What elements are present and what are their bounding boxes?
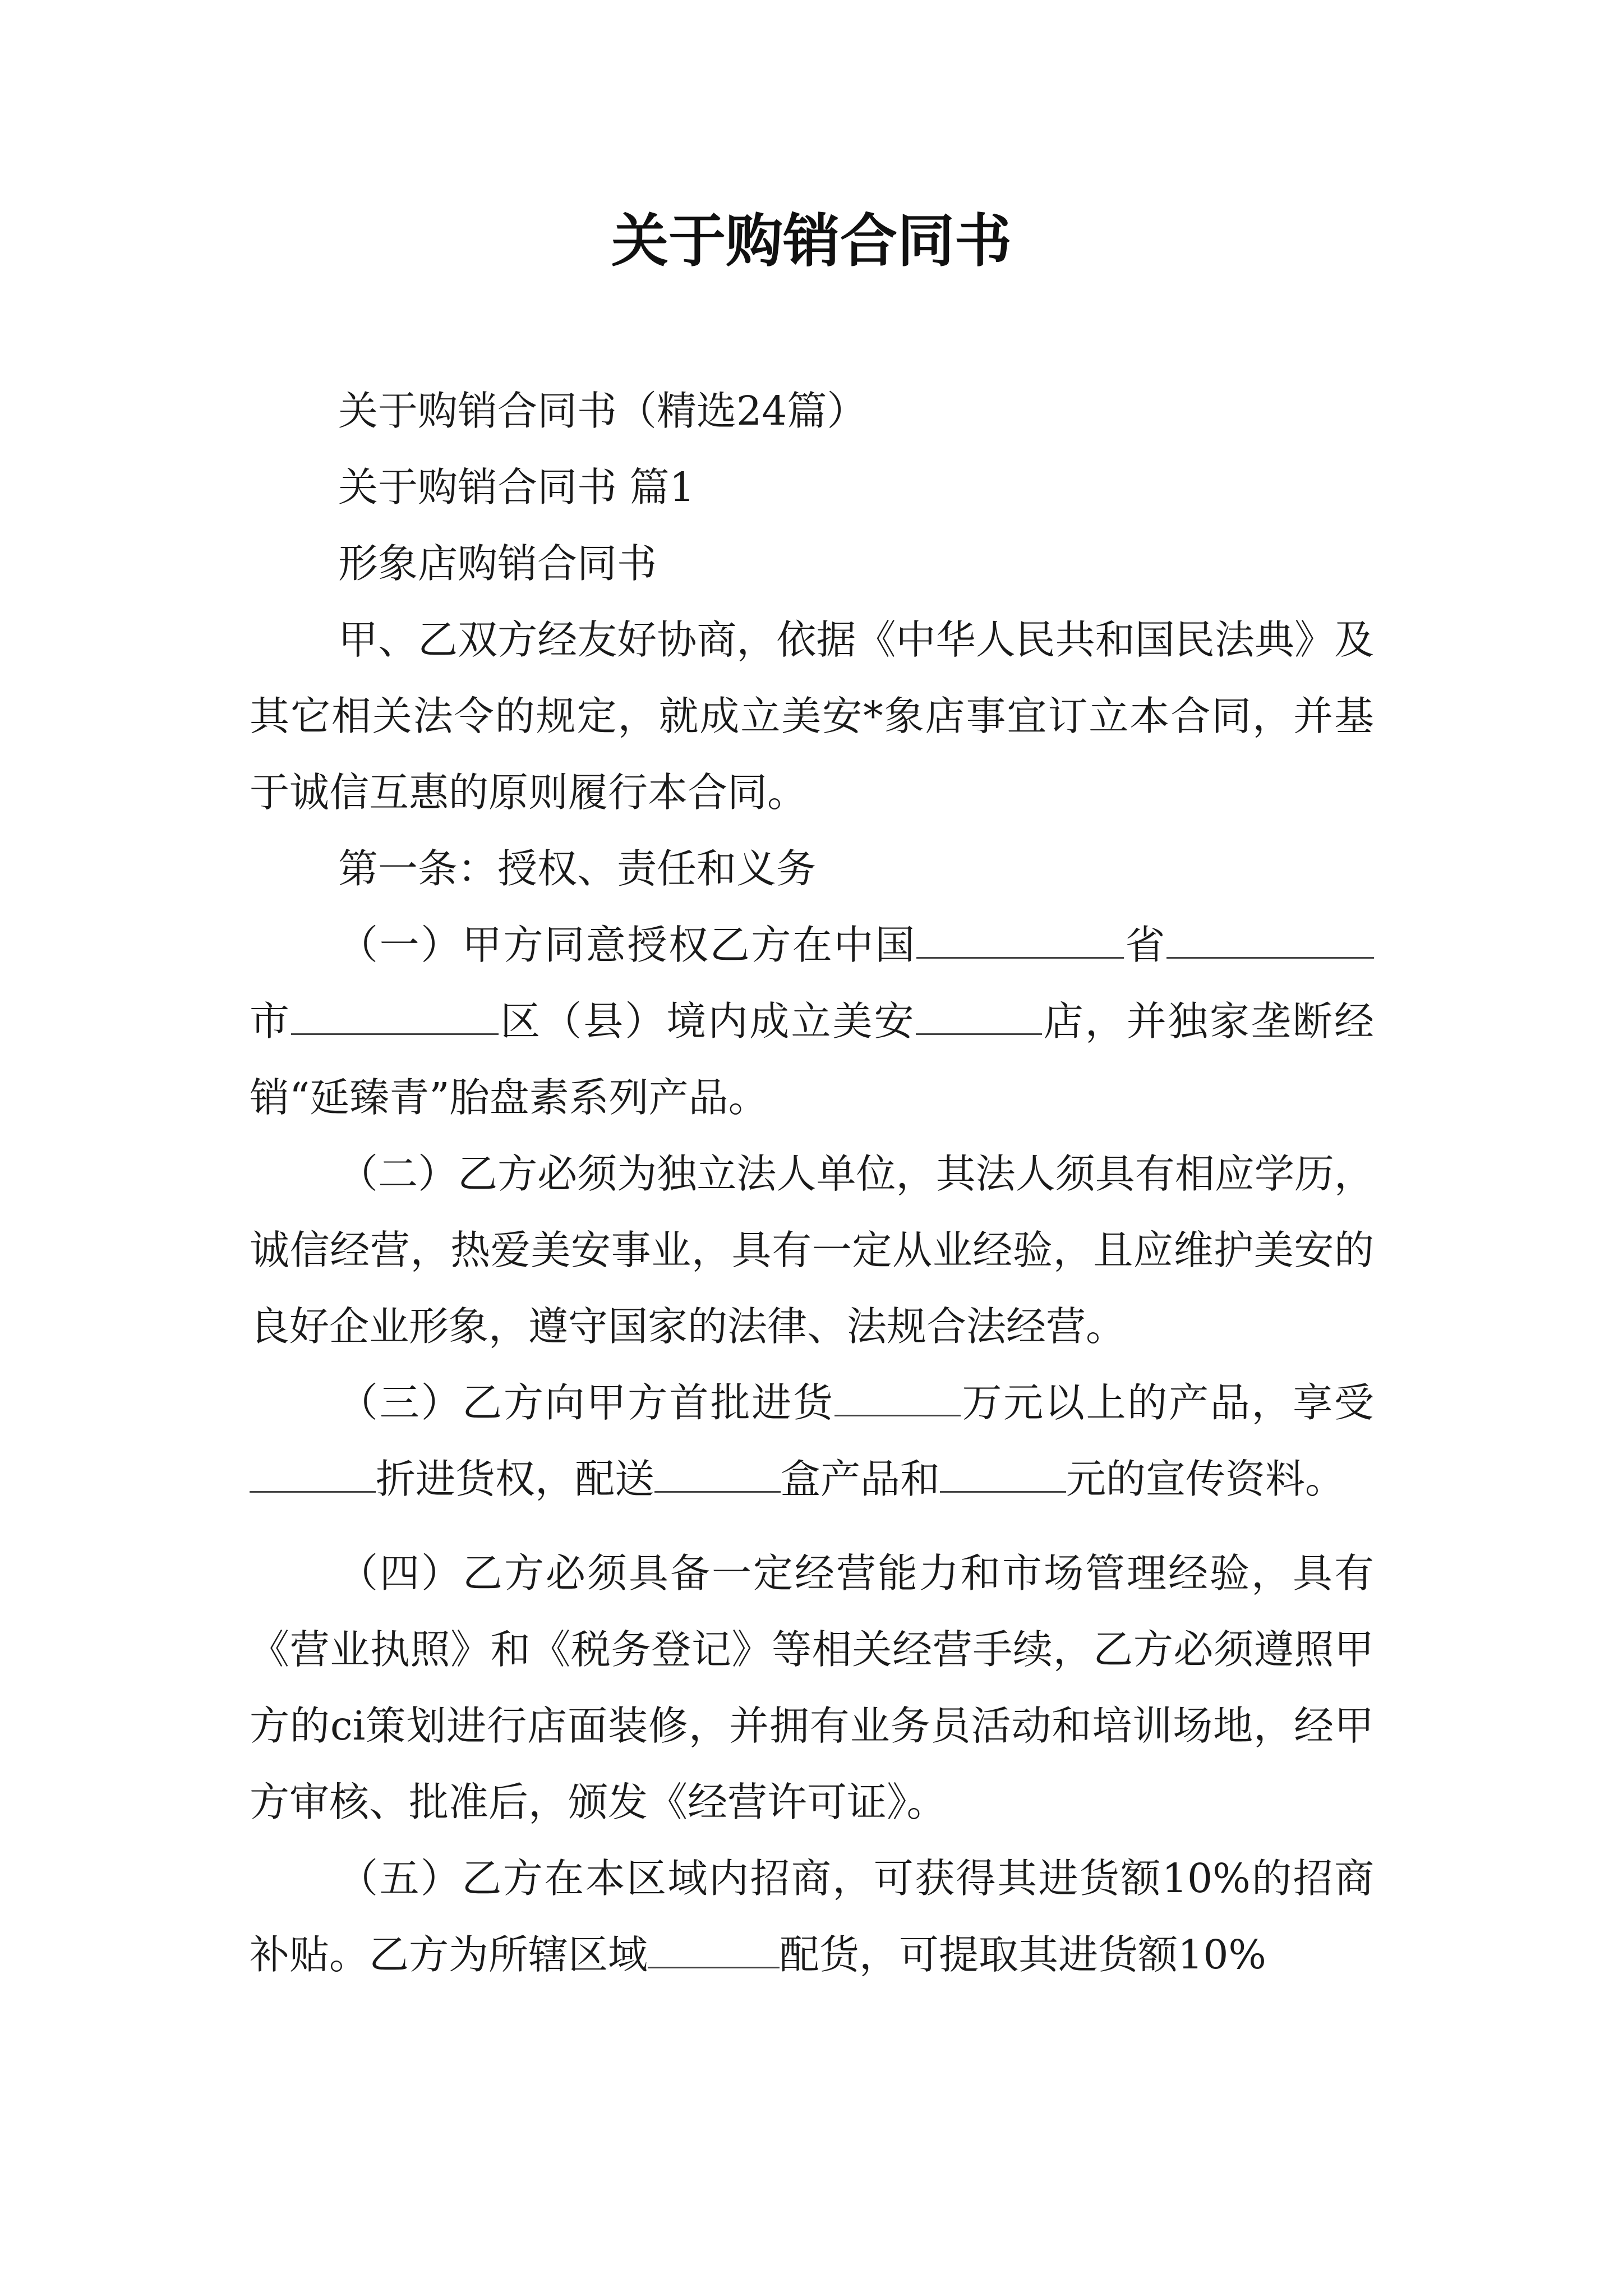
clause-1-text-c: 市 (250, 998, 292, 1045)
clause-1-paragraph (250, 907, 1374, 1136)
clause-4-paragraph: （四）乙方必须具备一定经营能力和市场管理经验，具有《营业执照》和《税务登记》等相关经营手续，乙方必须遵照甲方的ci策划进行店面装修，并拥有业务员活动和培训场地，经甲方审核、批准后，颁发《经营许可证》。 (250, 1550, 1374, 1825)
chapter-heading: 关于购销合同书 篇1 (338, 464, 695, 510)
region-blank (648, 1925, 780, 1968)
province-blank (916, 915, 1124, 959)
clause-1-text-e: 店，并独家垄断经销“延臻青”胎盘素系列产品。 (250, 998, 1374, 1121)
clause-3-text-c: 折进货权，配送 (376, 1456, 655, 1502)
clause-3-text-a: （三）乙方向甲方首批进货 (338, 1379, 834, 1426)
district-blank (291, 992, 499, 1035)
clause-3-text-b: 万元以上的产品，享受 (960, 1379, 1374, 1426)
clause-3-text-e: 元的宣传资料。 (1066, 1456, 1345, 1502)
contract-name: 形象店购销合同书 (338, 540, 657, 587)
clause-2-paragraph: （二）乙方必须为独立法人单位，其法人须具有相应学历，诚信经营，热爱美安事业，具有一定从业经验，且应维护美安的良好企业形象，遵守国家的法律、法规合法经营。 (250, 1151, 1374, 1350)
discount-blank (250, 1450, 376, 1493)
product-boxes-blank (654, 1450, 781, 1493)
document-title: 关于购销合同书 (611, 208, 1012, 275)
clause-1-text-d: 区（县）境内成立美安 (499, 998, 916, 1045)
city-blank (1166, 915, 1374, 959)
article-1-heading: 第一条：授权、责任和义务 (338, 845, 817, 892)
clause-3-text-d: 盒产品和 (781, 1456, 940, 1502)
store-name-blank (916, 992, 1042, 1035)
subtitle-line: 关于购销合同书（精选24篇） (338, 388, 867, 434)
clause-5-text-a: （五）乙方在本区域内招商，可获得其进货额10%的招商补贴。乙方为所辖区域 (250, 1855, 1374, 1978)
promo-materials-blank (940, 1450, 1066, 1493)
clause-5-paragraph (250, 1841, 1374, 1993)
preamble-paragraph: 甲、乙双方经友好协商，依据《中华人民共和国民法典》及其它相关法令的规定，就成立美安*象店事宜订立本合同，并基于诚信互惠的原则履行本合同。 (250, 616, 1374, 816)
clause-3-paragraph (250, 1365, 1374, 1517)
clause-1-text-b: 省 (1123, 922, 1166, 968)
clause-5-text-b: 配货，可提取其进货额10% (780, 1931, 1266, 1978)
initial-order-amount-blank (834, 1373, 961, 1416)
clause-1-text-a: （一）甲方同意授权乙方在中国 (338, 922, 916, 968)
document-body (250, 373, 1374, 1993)
